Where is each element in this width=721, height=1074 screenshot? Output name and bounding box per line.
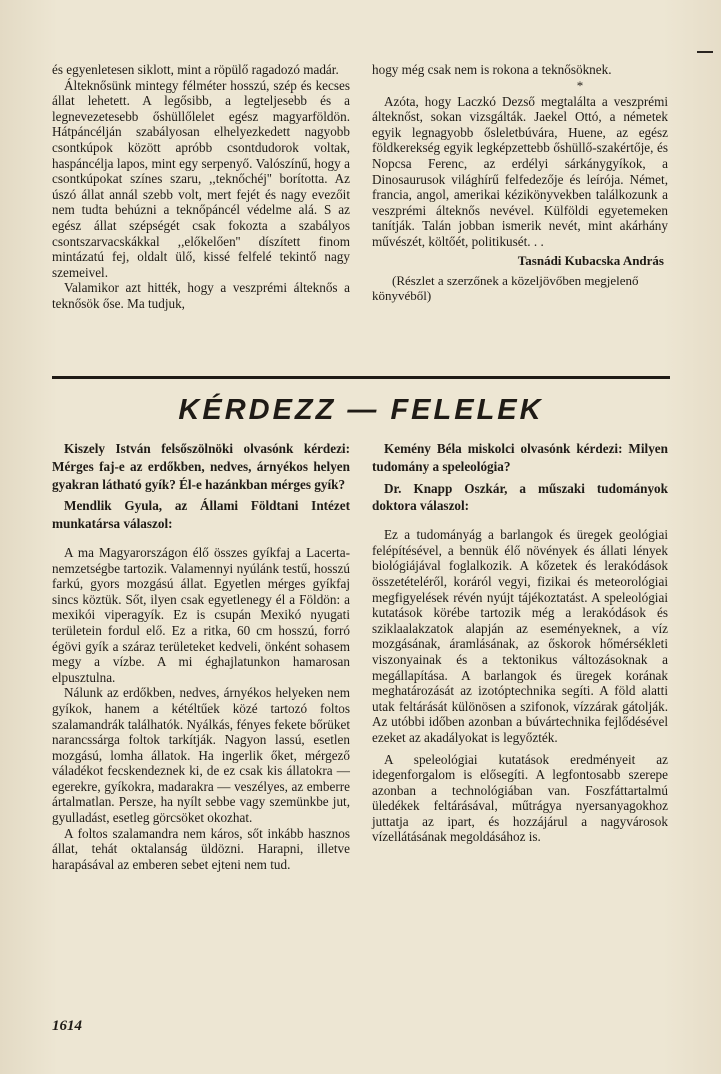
qa-left-column xyxy=(52,440,350,872)
answer-paragraph: Nálunk az erdőkben, nedves, árnyékos helyeken nem gyíkok, hanem a kétéltűek közé tartozó foltos szalamandrák találhatók. Nyálkás, fényes fekete bőrüket narancssárga foltok tarkítják. Nagyon lassú, esetlen mozgású, lomha állatok. Ha ingerlik őket, mérgező váladékot fecskendeznek ki, de ez csak kis állatokra — egerekre, gyíkokra, madarakra — veszélyes, az emberre ártalmatlan. Persze, ha nyílt sebbe vagy szemünkbe jut, gyulladást, esetleg görcsöket okozhat. xyxy=(52,685,350,826)
answer-paragraph: A ma Magyarországon élő összes gyíkfaj a Lacerta-nemzetségbe tartozik. Valamennyi nyúlánk testű, hosszú farkú, gyors mozgású állat. Egyetlen mérges gyíkfaj sincs köztük. Sőt, ilyen csak egyetlenegy él a Földön: a mexikói viperagyík. Ez is csupán Mexikó nyugati területein fordul elő. Ez a ritka, 60 cm hosszú, forró égövi gyík a száraz területeket kedveli, önként sohasem megy a vízbe. A mi éghajlatunkon hamarosan elpusztulna. xyxy=(52,544,350,685)
source-note: (Részlet a szerzőnek a közeljövőben megjelenő könyvéből) xyxy=(372,272,639,304)
horizontal-rule xyxy=(52,376,670,379)
answer-responder: Mendlik Gyula, az Állami Földtani Intézet munkatársa válaszol: xyxy=(52,498,350,532)
answer-paragraph: A speleológiai kutatások eredményeit az idegenforgalom is elősegíti. A legfontosabb szerepe azonban a technológiában van. Foszfáttartalmú üledékek feltárásával, műtrágya nyersanyagokhoz juttatja az ipart, és hozzájárul a nagyvárosok vízellátásának megoldásához is. xyxy=(372,751,668,845)
page-edge-mark xyxy=(697,51,713,53)
reader-question: Kiszely István felsőszölnöki olvasónk kérdezi: Mérges faj-e az erdőkben, nedves, árnyékos helyen gyakran látható gyík? Él-e hazánkban mérges gyík? xyxy=(52,441,350,492)
answer-paragraph: A foltos szalamandra nem káros, sőt inkább hasznos állat, tehát oktalanság üldözni. Harapni, illetve harapásával az emberen sebet ejteni nem tud. xyxy=(52,825,350,872)
article-continuation: hogy még csak nem is rokona a teknősöknek. xyxy=(372,62,612,77)
page-number: 1614 xyxy=(52,1018,82,1034)
article-top-left-column xyxy=(52,62,350,312)
section-separator-star: * xyxy=(576,77,584,93)
article-paragraph: Álteknősünk mintegy félméter hosszú, szép és kecses állat lehetett. A legősibb, a legteljesebb és a legnevezetesebb őshüllőlelet egész magyarföldön. Hátpáncélján szabályosan elhelyezkedett nagyobb csontkúpok között apróbb csontdudorok voltak, haspáncélja lapos, mint egy serpenyő. Valószínű, hogy a csontkúpokat színes szaru, ,,teknőchéj'' borította. Az úszó állat annál szebb volt, mert fejét és nagy evezőit nem tudta behúzni a teknőpáncél védelme alá. S az egész állat szépségét csak fokozta a szabályos csontszarvacskákkal ,,előkelően'' díszített finom mintázatú fej, oldalt ülő, kissé felfelé tekintő nagy szemeivel. xyxy=(52,77,350,280)
reader-question: Kemény Béla miskolci olvasónk kérdezi: Milyen tudomány a speleológia? xyxy=(372,441,668,474)
answer-responder: Dr. Knapp Oszkár, a műszaki tudományok doktora válaszol: xyxy=(372,480,668,514)
article-top-right-column xyxy=(372,62,668,304)
article-paragraph: és egyenletesen siklott, mint a röpülő ragadozó madár. xyxy=(52,62,339,77)
qa-right-column xyxy=(372,440,668,845)
section-title: KÉRDEZZ — FELELEK xyxy=(178,394,544,426)
article-paragraph: Valamikor azt hitték, hogy a veszprémi álteknős a teknősök őse. Ma tudjuk, xyxy=(52,280,350,311)
author-signature: Tasnádi Kubacska András xyxy=(517,252,664,268)
article-paragraph: Azóta, hogy Laczkó Dezső megtalálta a veszprémi álteknőst, sokan vizsgálták. Jaekel Ottó, a németek egyik legnagyobb ősleletbúvára, Huene, az egész földkerekség egyik legképzettebb őshüllő-szakértője, és Nopcsa Ferenc, az erdélyi sárkánygyíkok, a Dinosaurusok világhírű felfedezője és leírója. Német, francia, angol, amerikai kézikönyvekben találkozunk a veszprémi álteknős nevével. Külföldi egyetemeken tanítják. Talán jobban ismerik nevét, mint akárhány művészét, költőét, politikusét. . . xyxy=(372,93,668,249)
answer-paragraph: Ez a tudományág a barlangok és üregek geológiai felépítésével, a bennük élő növények és állati lények biológiájával foglalkozik. A kőzetek és lerakódások összetételéről, koráról vegyi, fizikai és meteorológiai megfigyelések révén nyújt tájékoztatást. A speleológiai kutatások körébe tartozik még a lerakódások és sziklaalakzatok alapján az eseményeknek, a víz mozgásának, áramlásának, az őskorok hőmérsékleti viszonyainak és a tektonikus változásoknak a megállapítása. A barlangok és üregek korának meghatározását az izotóptechnika segíti. A föld alatti utak feltárását különösen a szifonok, vízzárak gátolják. Az utóbbi időben azonban a búvártechnika fejlődésével ezeket az akadályokat is legyőzték. xyxy=(372,527,668,745)
